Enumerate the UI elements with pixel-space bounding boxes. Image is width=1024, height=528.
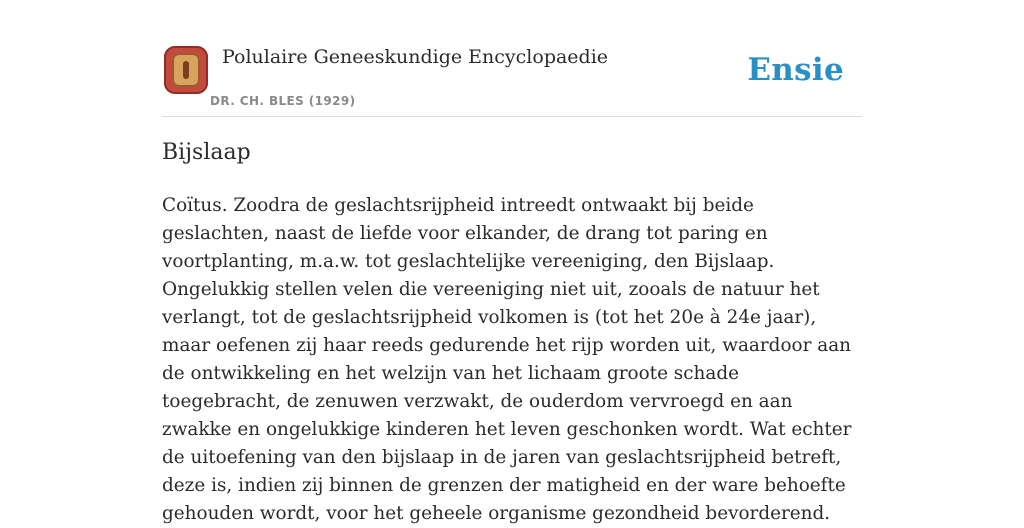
publication-author: DR. CH. BLES (1929) (210, 94, 356, 108)
logo-figure (183, 61, 189, 79)
logo-emblem (172, 53, 200, 87)
publication-header (162, 44, 862, 117)
entry-body-text: Coïtus. Zoodra de geslachtsrijpheid intreedt ontwaakt bij beide geslachten, naast de liefde voor elkander, de drang tot paring en voortplanting, m.a.w. tot geslachtelijke vereeniging, den Bijslaap. Ongelukkig stellen velen die vereeniging niet uit, zooals de natuur het verlangt, tot de geslachtsrijpheid volkomen is (tot het 20e à 24e jaar), maar oefenen zij haar reeds gedurende het rijp worden uit, waardoor aan de ontwikkeling en het welzijn van het lichaam groote schade toegebracht, de zenuwen verzwakt, de ouderdom vervroegd en aan zwakke en ongelukkige kinderen het leven geschonken wordt. Wat echter de uitoefening van den bijslaap in de jaren van geslachtsrijpheid betreft, deze is, indien zij binnen de grenzen der matigheid en der ware behoefte gehouden wordt, voor het geheele organisme gezondheid bevorderend. (162, 195, 852, 524)
page-container (162, 0, 862, 524)
brand-logo-link[interactable]: Ensie (747, 52, 844, 88)
entry-title: Bijslaap (162, 140, 251, 165)
encyclopedia-book-logo-icon[interactable] (164, 46, 208, 94)
publication-title[interactable]: Polulaire Geneeskundige Encyclopaedie (222, 46, 609, 68)
